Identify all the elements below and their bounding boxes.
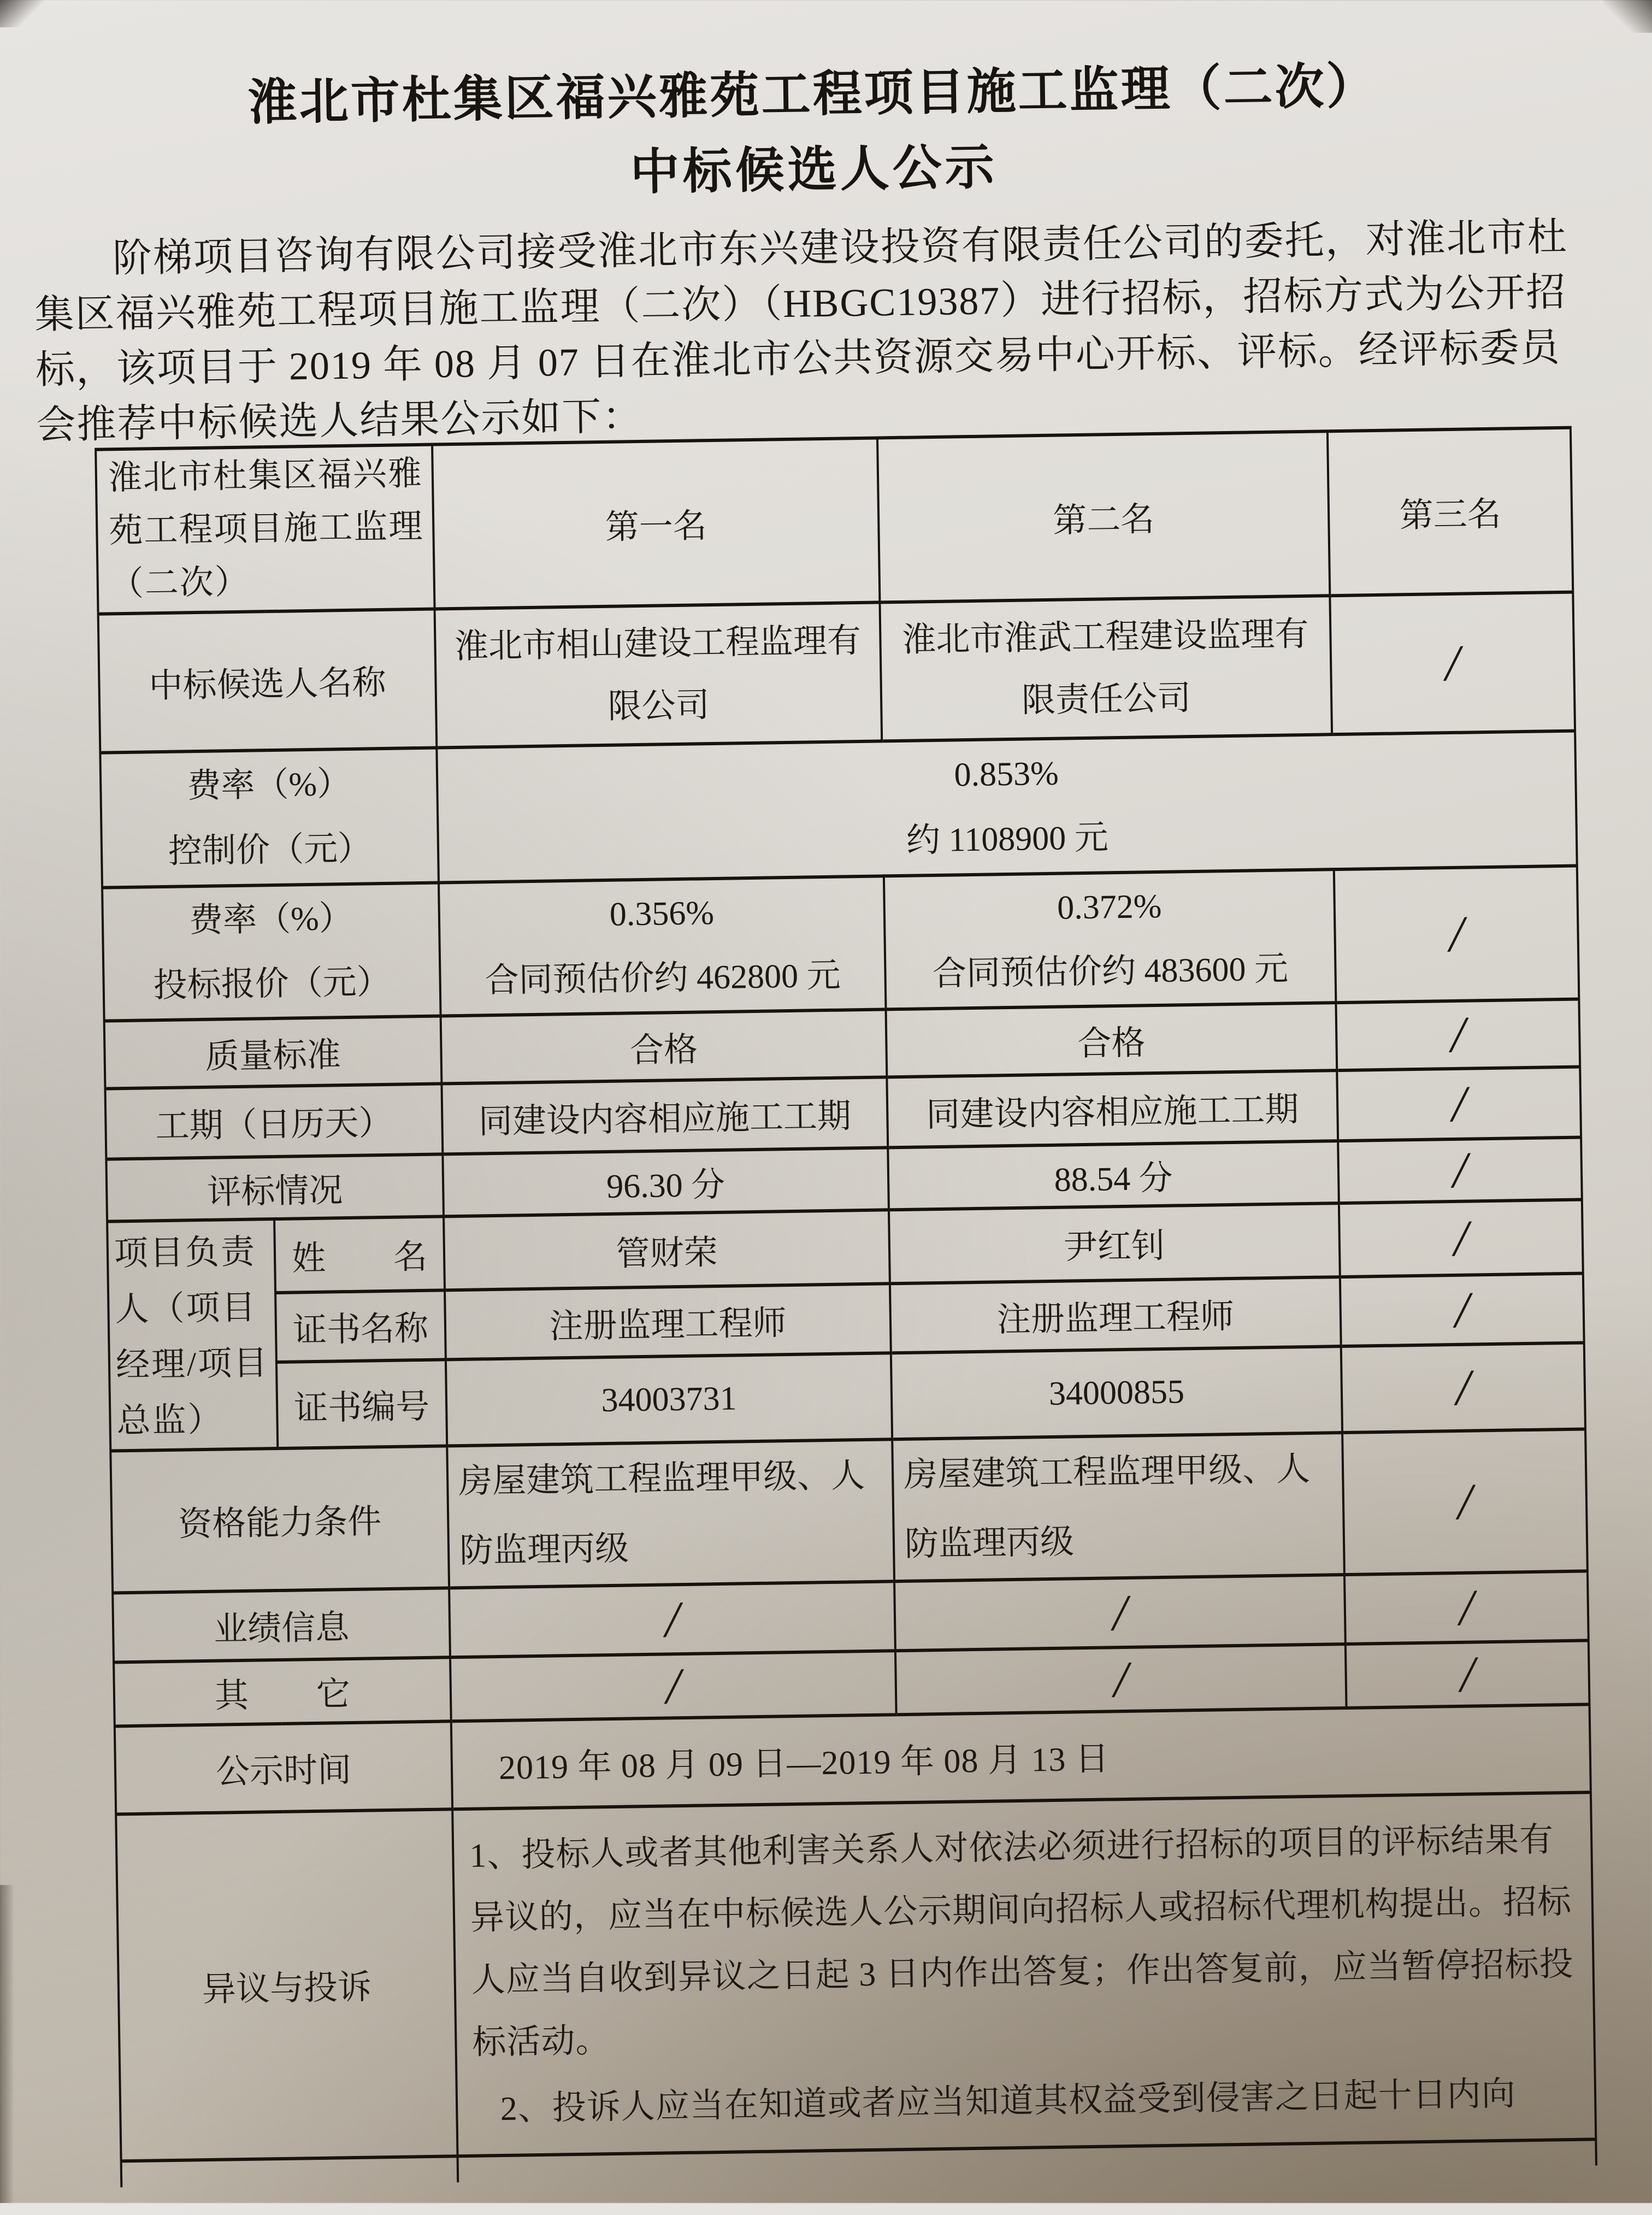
cell-rate-bid-third: /	[1334, 866, 1579, 1003]
cell-candidate-third: /	[1330, 592, 1575, 735]
rate-control-value-line1: 0.853%	[954, 755, 1059, 793]
cell-objection-text	[452, 1792, 1596, 2156]
cell-performance-first: /	[449, 1581, 895, 1657]
table-row-rate-control-price	[100, 731, 1577, 888]
cell-name-second: 尹红钊	[889, 1203, 1340, 1284]
cell-header-rank1: 第一名	[432, 438, 880, 609]
objection-paragraph-1: 1、投标人或者其他利害关系人对依法必须进行招标的项目的评标结果有异议的，应当在中标候选人公示期间向招标人或招标代理机构提出。招标人应当自收到异议之日起 3 日内作出答复；作出答复前，应当暂停招标投标活动。	[469, 1821, 1574, 2061]
rate-bid-second-line1: 0.372%	[1057, 887, 1162, 927]
cell-evaluation-third: /	[1338, 1138, 1582, 1204]
cell-cutoff-left	[121, 2156, 458, 2187]
cell-duration-label: 工期（日历天）	[105, 1083, 442, 1159]
table-row-qualification	[110, 1429, 1588, 1593]
document-title-line2: 中标候选人公示	[629, 140, 998, 201]
cell-duration-first: 同建设内容相应施工工期	[441, 1077, 888, 1154]
objection-paragraph-2: 2、投诉人应当在知道或者应当知道其权益受到侵害之日起十日内向	[500, 2075, 1517, 2128]
cell-other-second: /	[895, 1644, 1347, 1715]
cell-qualification-label: 资格能力条件	[110, 1446, 449, 1593]
rate-bid-first-line2: 合同预估价约 462800 元	[485, 957, 841, 1000]
cell-other-label: 其 它	[114, 1657, 451, 1726]
cell-publicity-label: 公示时间	[115, 1721, 452, 1814]
cell-evaluation-first: 96.30 分	[442, 1147, 889, 1216]
document-title	[0, 58, 1640, 207]
cell-candidate-second: 淮北市淮武工程建设监理有限责任公司	[880, 596, 1332, 741]
cell-cert-name-first: 注册监理工程师	[445, 1284, 891, 1360]
table-row-rate-bid-price	[102, 866, 1579, 1021]
cell-rate-control-label	[100, 748, 439, 888]
cell-evaluation-label: 评标情况	[106, 1154, 444, 1221]
cell-rate-bid-first	[439, 876, 886, 1016]
cell-cert-no-third: /	[1341, 1343, 1585, 1433]
rate-bid-label-line1: 费率（%）	[188, 899, 353, 940]
cell-rate-bid-second	[884, 869, 1336, 1009]
rate-bid-second-line2: 合同预估价约 483600 元	[932, 950, 1289, 993]
cell-duration-second: 同建设内容相应施工工期	[887, 1070, 1338, 1147]
cell-candidate-label: 中标候选人名称	[98, 609, 437, 753]
cell-quality-second: 合格	[886, 1003, 1337, 1077]
bid-results-table	[95, 426, 1597, 2188]
cell-qualification-second: 房屋建筑工程监理甲级、人防监理丙级	[892, 1433, 1344, 1581]
cell-duration-third: /	[1337, 1067, 1581, 1141]
cell-rate-bid-label	[102, 882, 441, 1021]
cell-performance-second: /	[894, 1575, 1346, 1651]
cell-qualification-first: 房屋建筑工程监理甲级、人防监理丙级	[447, 1439, 894, 1588]
table-row-objection	[116, 1792, 1596, 2161]
rate-bid-label-line2: 投标报价（元）	[153, 963, 391, 1005]
cell-cert-name-third: /	[1340, 1274, 1584, 1347]
cell-candidate-first: 淮北市相山建设工程监理有限公司	[435, 602, 882, 747]
cell-cert-no-label: 证书编号	[276, 1360, 447, 1448]
cell-other-third: /	[1346, 1640, 1590, 1708]
cell-performance-label: 业绩信息	[113, 1588, 450, 1662]
cell-rate-control-value	[436, 731, 1577, 883]
cell-quality-label: 质量标准	[104, 1016, 442, 1088]
cell-other-first: /	[450, 1651, 896, 1721]
rate-bid-first-line1: 0.356%	[609, 894, 715, 933]
cell-performance-third: /	[1344, 1571, 1589, 1644]
table-row-header	[96, 428, 1573, 614]
document-title-line1: 淮北市杜集区福兴雅苑工程项目施工监理（二次）	[247, 58, 1378, 131]
cell-header-project: 淮北市杜集区福兴雅苑工程项目施工监理（二次）	[96, 445, 434, 614]
cell-cert-no-second: 34000855	[891, 1347, 1342, 1440]
cell-quality-third: /	[1336, 999, 1580, 1071]
cell-name-label: 姓 名	[274, 1216, 445, 1293]
cell-name-first: 管财荣	[444, 1210, 890, 1291]
cell-qualification-third: /	[1342, 1429, 1588, 1575]
cell-header-rank2: 第二名	[877, 431, 1330, 602]
cell-cert-name-label: 证书名称	[275, 1291, 446, 1363]
cell-objection-label: 异议与投诉	[116, 1809, 457, 2161]
intro-paragraph: 阶梯项目咨询有限公司接受淮北市东兴建设投资有限责任公司的委托，对淮北市杜集区福兴雅苑工程项目施工监理（二次）（HBGC19387）进行招标，招标方式为公开招标，该项目于 2019 年 08 月 07 日在淮北市公共资源交易中心开标、评标。经评标委员会推荐中标候选人结果公示如下：	[34, 215, 1568, 447]
photo-edge-shadow-left	[0, 1885, 14, 2203]
cell-name-third: /	[1339, 1200, 1583, 1277]
cell-manager-group-label: 项目负责人（项目经理/项目总监）	[107, 1219, 278, 1451]
cell-quality-first: 合格	[441, 1009, 887, 1083]
cell-publicity-value: 2019 年 08 月 09 日—2019 年 08 月 13 日	[451, 1704, 1591, 1809]
cell-header-rank3: 第三名	[1328, 428, 1573, 596]
cell-evaluation-second: 88.54 分	[888, 1141, 1339, 1210]
rate-control-label-line1: 费率（%）	[186, 765, 351, 805]
table-row-candidate-name	[98, 592, 1575, 753]
cell-cert-name-second: 注册监理工程师	[890, 1277, 1341, 1353]
rate-control-label-line2: 控制价（元）	[168, 829, 372, 870]
cell-cert-no-first: 34003731	[446, 1353, 892, 1446]
rate-control-value-line2: 约 1108900 元	[906, 818, 1109, 859]
